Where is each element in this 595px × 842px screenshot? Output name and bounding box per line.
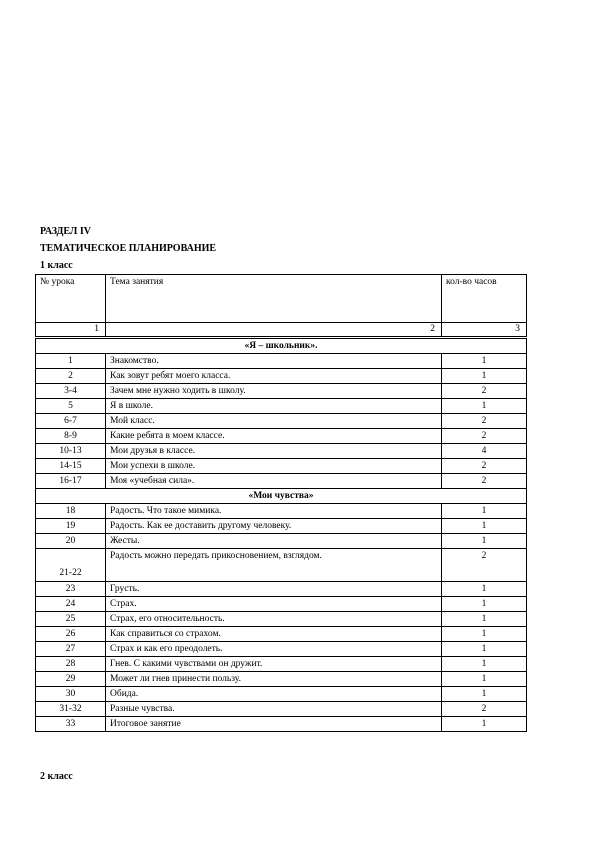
topic-cell: Итоговое занятие [106, 717, 442, 732]
hours-cell: 2 [442, 702, 527, 717]
lesson-number-cell: 3-4 [36, 384, 106, 399]
table-row [36, 399, 527, 414]
table-row [36, 672, 527, 687]
topic-cell: Я в школе. [106, 399, 442, 414]
hours-cell: 2 [442, 459, 527, 474]
column-header-lesson-number: № урока [36, 275, 106, 323]
topic-cell: Зачем мне нужно ходить в школу. [106, 384, 442, 399]
table-row [36, 687, 527, 702]
lesson-number-cell: 21-22 [36, 549, 106, 582]
hours-cell: 1 [442, 534, 527, 549]
lesson-number-cell: 20 [36, 534, 106, 549]
topic-cell: Радость. Что такое мимика. [106, 504, 442, 519]
table-row [36, 519, 527, 534]
lesson-number-cell: 33 [36, 717, 106, 732]
section-title: «Мои чувства» [36, 489, 527, 504]
topic-cell: Знакомство. [106, 354, 442, 369]
topic-cell: Страх и как его преодолеть. [106, 642, 442, 657]
table-row [36, 474, 527, 489]
topic-cell: Радость можно передать прикосновением, взглядом. [106, 549, 442, 582]
hours-cell: 1 [442, 354, 527, 369]
topic-cell: Как справиться со страхом. [106, 627, 442, 642]
topic-cell: Жесты. [106, 534, 442, 549]
topic-cell: Разные чувства. [106, 702, 442, 717]
table-header-row [36, 275, 527, 323]
section-heading: РАЗДЕЛ IV [40, 226, 91, 237]
column-number: 3 [442, 323, 527, 338]
topic-cell: Мои друзья в классе. [106, 444, 442, 459]
hours-cell: 1 [442, 642, 527, 657]
hours-cell: 1 [442, 657, 527, 672]
table-row [36, 369, 527, 384]
thematic-plan-table [35, 274, 527, 732]
topic-cell: Какие ребята в моем классе. [106, 429, 442, 444]
section-row [36, 489, 527, 504]
column-number-row [36, 323, 527, 338]
lesson-number-cell: 14-15 [36, 459, 106, 474]
lesson-number-cell: 28 [36, 657, 106, 672]
table-row [36, 444, 527, 459]
grade-2-heading: 2 класс [40, 771, 73, 782]
page-title: ТЕМАТИЧЕСКОЕ ПЛАНИРОВАНИЕ [40, 243, 217, 254]
section-title: «Я – школьник». [36, 338, 527, 354]
column-header-topic: Тема занятия [106, 275, 442, 323]
column-number: 1 [36, 323, 106, 338]
table-row [36, 534, 527, 549]
lesson-number-cell: 18 [36, 504, 106, 519]
topic-cell: Радость. Как ее доставить другому человеку. [106, 519, 442, 534]
topic-cell: Мой класс. [106, 414, 442, 429]
topic-cell: Страх. [106, 597, 442, 612]
table-row [36, 429, 527, 444]
hours-cell: 4 [442, 444, 527, 459]
section-row [36, 338, 527, 354]
lesson-number-cell: 23 [36, 582, 106, 597]
topic-cell: Моя «учебная сила». [106, 474, 442, 489]
lesson-number-cell: 24 [36, 597, 106, 612]
lesson-number-cell: 31-32 [36, 702, 106, 717]
hours-cell: 1 [442, 627, 527, 642]
table-row [36, 582, 527, 597]
topic-cell: Мои успехи в школе. [106, 459, 442, 474]
table-row [36, 459, 527, 474]
column-header-hours: кол-во часов [442, 275, 527, 323]
topic-cell: Может ли гнев принести пользу. [106, 672, 442, 687]
lesson-number-cell: 5 [36, 399, 106, 414]
hours-cell: 1 [442, 687, 527, 702]
lesson-number-cell: 29 [36, 672, 106, 687]
hours-cell: 1 [442, 597, 527, 612]
lesson-number-cell: 8-9 [36, 429, 106, 444]
hours-cell: 2 [442, 549, 527, 582]
table-row [36, 549, 527, 582]
hours-cell: 1 [442, 612, 527, 627]
column-number: 2 [106, 323, 442, 338]
hours-cell: 1 [442, 582, 527, 597]
lesson-number-cell: 10-13 [36, 444, 106, 459]
topic-cell: Гнев. С какими чувствами он дружит. [106, 657, 442, 672]
hours-cell: 2 [442, 384, 527, 399]
hours-cell: 1 [442, 399, 527, 414]
lesson-number-cell: 16-17 [36, 474, 106, 489]
lesson-number-cell: 2 [36, 369, 106, 384]
table-row [36, 597, 527, 612]
topic-cell: Грусть. [106, 582, 442, 597]
table-row [36, 642, 527, 657]
table-row [36, 414, 527, 429]
table-row [36, 612, 527, 627]
lesson-number-cell: 19 [36, 519, 106, 534]
hours-cell: 2 [442, 474, 527, 489]
lesson-number-cell: 6-7 [36, 414, 106, 429]
hours-cell: 1 [442, 672, 527, 687]
topic-cell: Как зовут ребят моего класса. [106, 369, 442, 384]
topic-cell: Страх, его относительность. [106, 612, 442, 627]
lesson-number-cell: 1 [36, 354, 106, 369]
table-row [36, 657, 527, 672]
table-row [36, 504, 527, 519]
hours-cell: 2 [442, 429, 527, 444]
grade-1-heading: 1 класс [40, 260, 73, 271]
hours-cell: 1 [442, 519, 527, 534]
topic-cell: Обида. [106, 687, 442, 702]
lesson-number-cell: 25 [36, 612, 106, 627]
lesson-number-cell: 27 [36, 642, 106, 657]
table-row [36, 384, 527, 399]
hours-cell: 2 [442, 414, 527, 429]
table-row [36, 627, 527, 642]
hours-cell: 1 [442, 717, 527, 732]
lesson-number-cell: 26 [36, 627, 106, 642]
table-row [36, 717, 527, 732]
table-row [36, 702, 527, 717]
table-row [36, 354, 527, 369]
lesson-number-cell: 30 [36, 687, 106, 702]
hours-cell: 1 [442, 504, 527, 519]
hours-cell: 1 [442, 369, 527, 384]
